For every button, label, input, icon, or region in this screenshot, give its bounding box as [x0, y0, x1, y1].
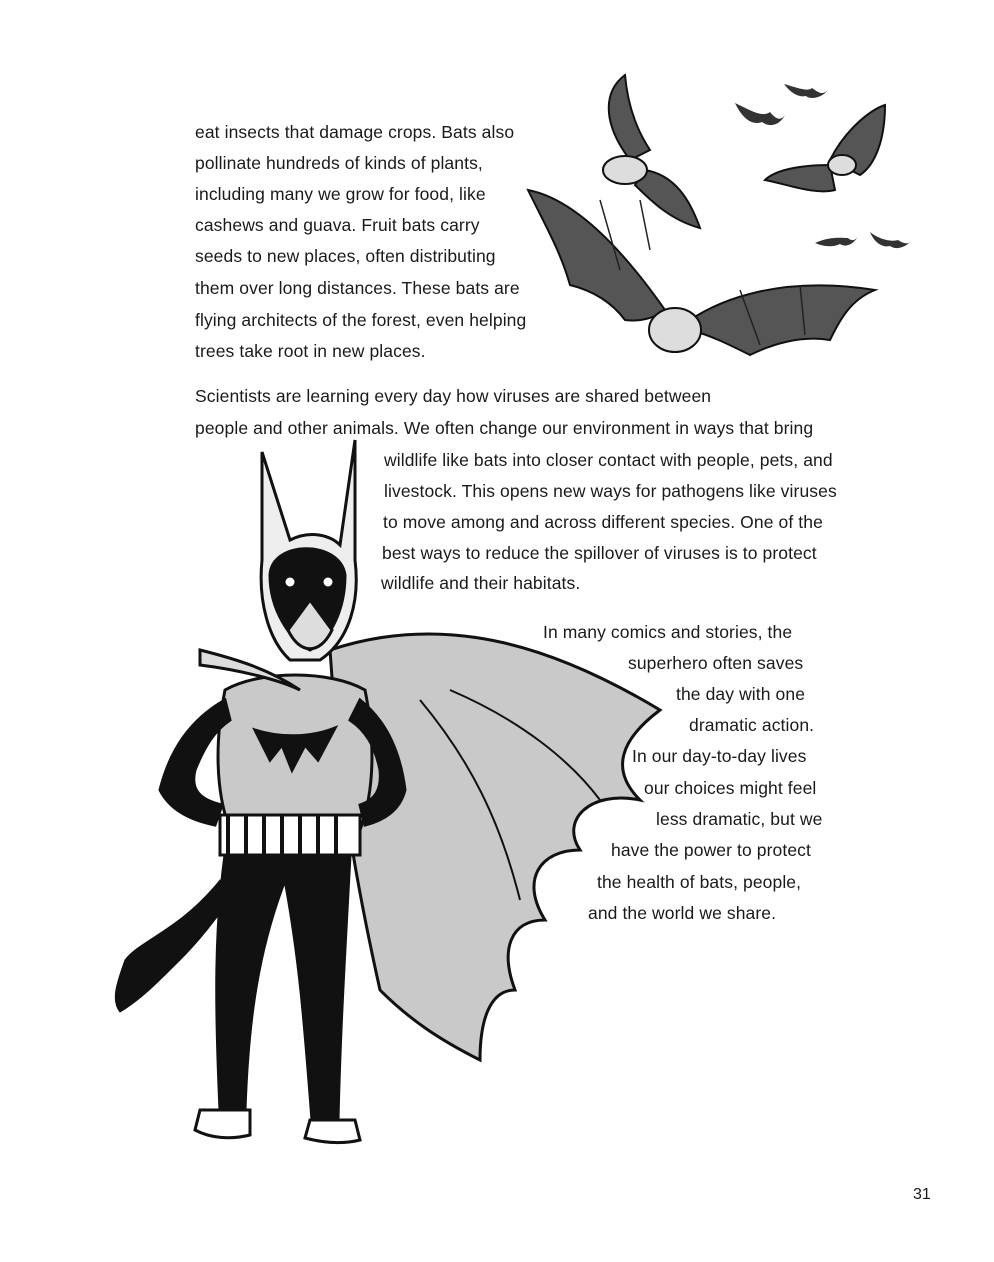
text-line: flying architects of the forest, even helping	[195, 310, 527, 330]
text-line: superhero often saves	[628, 653, 804, 673]
text-line: pollinate hundreds of kinds of plants,	[195, 153, 483, 173]
text-line: trees take root in new places.	[195, 341, 426, 361]
text-line: our choices might feel	[644, 778, 817, 798]
text-line: wildlife and their habitats.	[381, 573, 581, 593]
tail-icon	[115, 880, 230, 1012]
text-line: wildlife like bats into closer contact with people, pets, and	[384, 450, 833, 470]
text-line: In many comics and stories, the	[543, 622, 793, 642]
text-line: In our day-to-day lives	[632, 746, 807, 766]
text-line: Scientists are learning every day how viruses are shared between	[195, 386, 712, 406]
text-line: less dramatic, but we	[656, 809, 823, 829]
text-line: them over long distances. These bats are	[195, 278, 520, 298]
text-line: people and other animals. We often change our environment in ways that bring	[195, 418, 814, 438]
text-line: the day with one	[676, 684, 806, 704]
text-line: have the power to protect	[611, 840, 811, 860]
text-line: seeds to new places, often distributing	[195, 246, 496, 266]
text-line: and the world we share.	[588, 903, 777, 923]
text-line: livestock. This opens new ways for pathogens like viruses	[384, 481, 837, 501]
text-line: best ways to reduce the spillover of viruses is to protect	[382, 543, 817, 563]
text-line: to move among and across different species. One of the	[383, 512, 823, 532]
text-line: the health of bats, people,	[597, 872, 802, 892]
text-line: including many we grow for food, like	[195, 184, 486, 204]
text-line: eat insects that damage crops. Bats also	[195, 122, 515, 142]
page-number: 31	[913, 1186, 931, 1203]
text-line: cashews and guava. Fruit bats carry	[195, 215, 480, 235]
text-line: dramatic action.	[689, 715, 815, 735]
